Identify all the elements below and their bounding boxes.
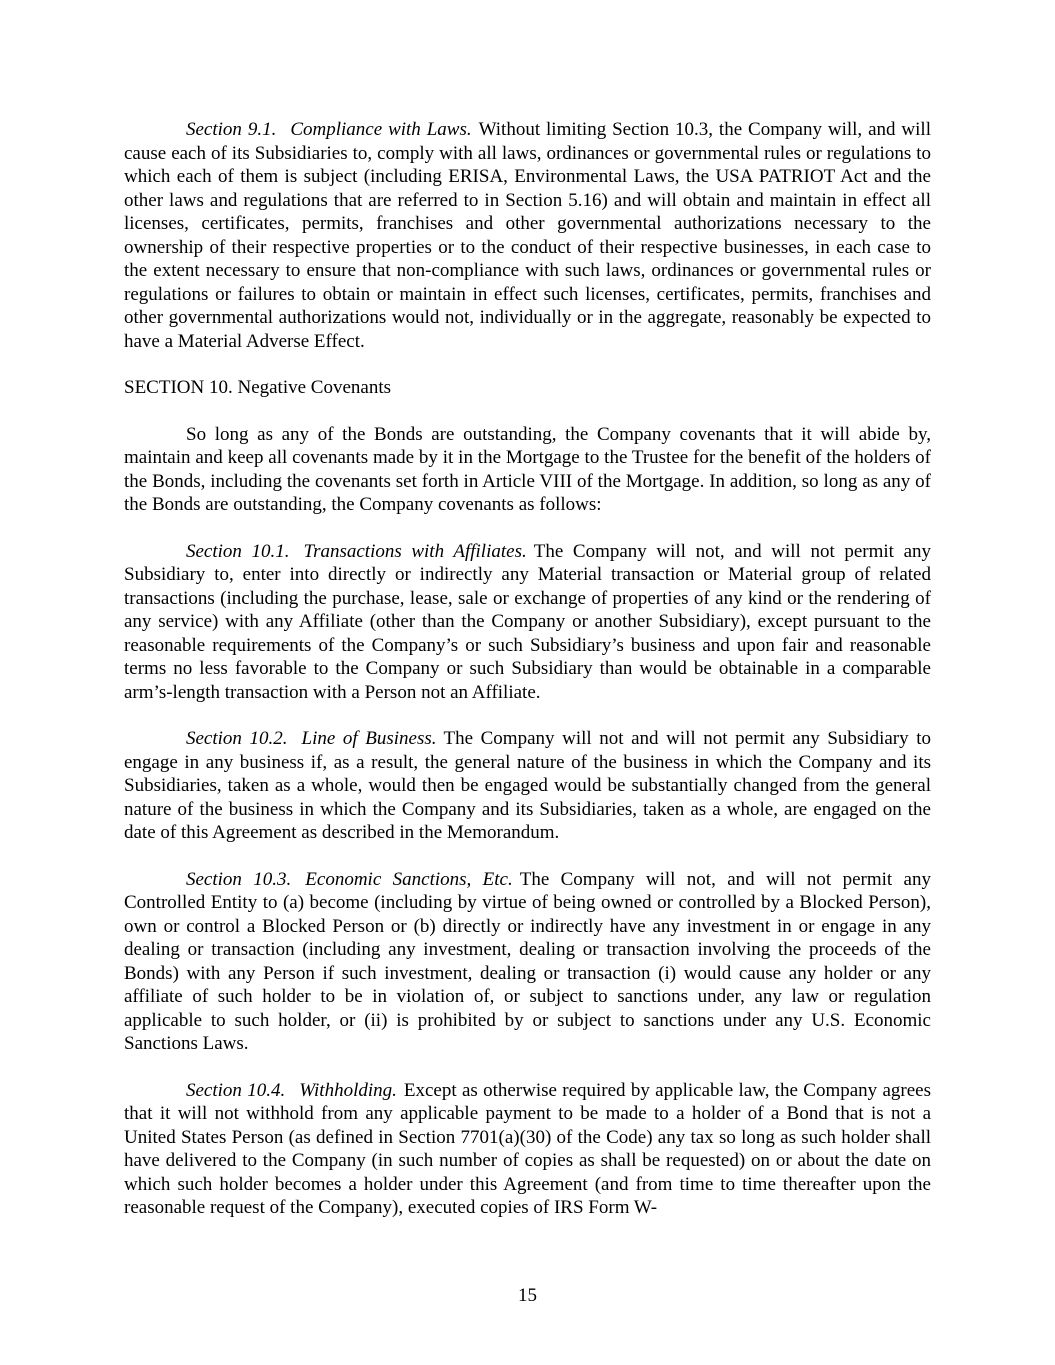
section-10-3-title: Economic Sanctions, Etc. [305, 868, 513, 890]
section-10-heading: SECTION 10. Negative Covenants [124, 377, 392, 398]
paragraph-section-10-4 [124, 1079, 931, 1220]
section-10-4-body: Except as otherwise required by applicable law, the Company agrees that it will not withhold from any applicable payment to be made to a holder of a Bond that is not a United States Person (as defined in Section 7701(a)(30) of the Code) any tax so long as such holder shall have delivered to the Company (in such number of copies as shall be requested) on or about the date on which such holder becomes a holder under this Agreement (and from time to time thereafter upon the reasonable request of the Company), executed copies of IRS Form W- [124, 1079, 931, 1218]
section-10-4-label: Section 10.4. [186, 1079, 286, 1101]
paragraph-section-9-1 [124, 118, 931, 353]
section-9-1-body: Without limiting Section 10.3, the Company will, and will cause each of its Subsidiaries to, comply with all laws, ordinances or governmental rules or regulations to which each of them is subject (including ERISA, Environmental Laws, the USA PATRIOT Act and the other laws and regulations that are referred to in Section 5.16) and will obtain and maintain in effect all licenses, certificates, permits, franchises and other governmental authorizations necessary to the ownership of their respective properties or to the conduct of their respective businesses, in each case to the extent necessary to ensure that non-compliance with such laws, ordinances or governmental rules or regulations or failures to obtain or maintain in effect such licenses, certificates, permits, franchises and other governmental authorizations would not, individually or in the aggregate, reasonably be expected to have a Material Adverse Effect. [124, 119, 931, 352]
section-9-1-label: Section 9.1. [186, 119, 277, 140]
section-10-1-title: Transactions with Affiliates. [303, 540, 527, 562]
page-number: 15 [518, 1284, 537, 1306]
paragraph-section-10-3 [124, 868, 931, 1056]
section-10-2-title: Line of Business. [301, 728, 437, 749]
section-10-2-body: The Company will not and will not permit any Subsidiary to engage in any business if, as a result, the general nature of the business in which the Company and its Subsidiaries, taken as a whole, would then be engaged would be substantially changed from the general nature of the business in which the Company and its Subsidiaries, taken as a whole, are engaged on the date of this Agreement as described in the Memorandum. [124, 728, 931, 843]
paragraph-section-10-1 [124, 540, 931, 705]
section-9-1-title: Compliance with Laws. [290, 119, 472, 140]
section-10-3-body: The Company will not, and will not permit any Controlled Entity to (a) become (including by virtue of being owned or controlled by a Blocked Person), own or control a Blocked Person or (b) directly or indirectly have any investment in or engage in any dealing or transaction (including any investment, dealing or transaction involving the proceeds of the Bonds) with any Person if such investment, dealing or transaction (i) would cause any holder or any affiliate of such holder to be in violation of, or subject to sanctions under, any law or regulation applicable to such holder, or (ii) is prohibited by or subject to sanctions under any U.S. Economic Sanctions Laws. [124, 868, 931, 1054]
section-10-1-label: Section 10.1. [186, 540, 290, 562]
section-10-3-label: Section 10.3. [186, 868, 292, 890]
section-10-intro-paragraph: So long as any of the Bonds are outstanding, the Company covenants that it will abide by, maintain and keep all covenants made by it in the Mortgage to the Trustee for the benefit of the holders of the Bonds, including the covenants set forth in Article VIII of the Mortgage. In addition, so long as any of the Bonds are outstanding, the Company covenants as follows: [124, 423, 931, 515]
document-content [124, 118, 931, 1243]
section-10-1-body: The Company will not, and will not permit any Subsidiary to, enter into directly or indirectly any Material transaction or Material group of related transactions (including the purchase, lease, sale or exchange of properties of any kind or the rendering of any service) with any Affiliate (other than the Company or another Subsidiary), except pursuant to the reasonable requirements of the Company’s or such Subsidiary’s business and upon fair and reasonable terms no less favorable to the Company or such Subsidiary than would be obtainable in a comparable arm’s-length transaction with a Person not an Affiliate. [124, 540, 931, 703]
section-10-2-label: Section 10.2. [186, 728, 288, 749]
paragraph-section-10-2 [124, 727, 931, 845]
section-10-4-title: Withholding. [299, 1079, 397, 1101]
